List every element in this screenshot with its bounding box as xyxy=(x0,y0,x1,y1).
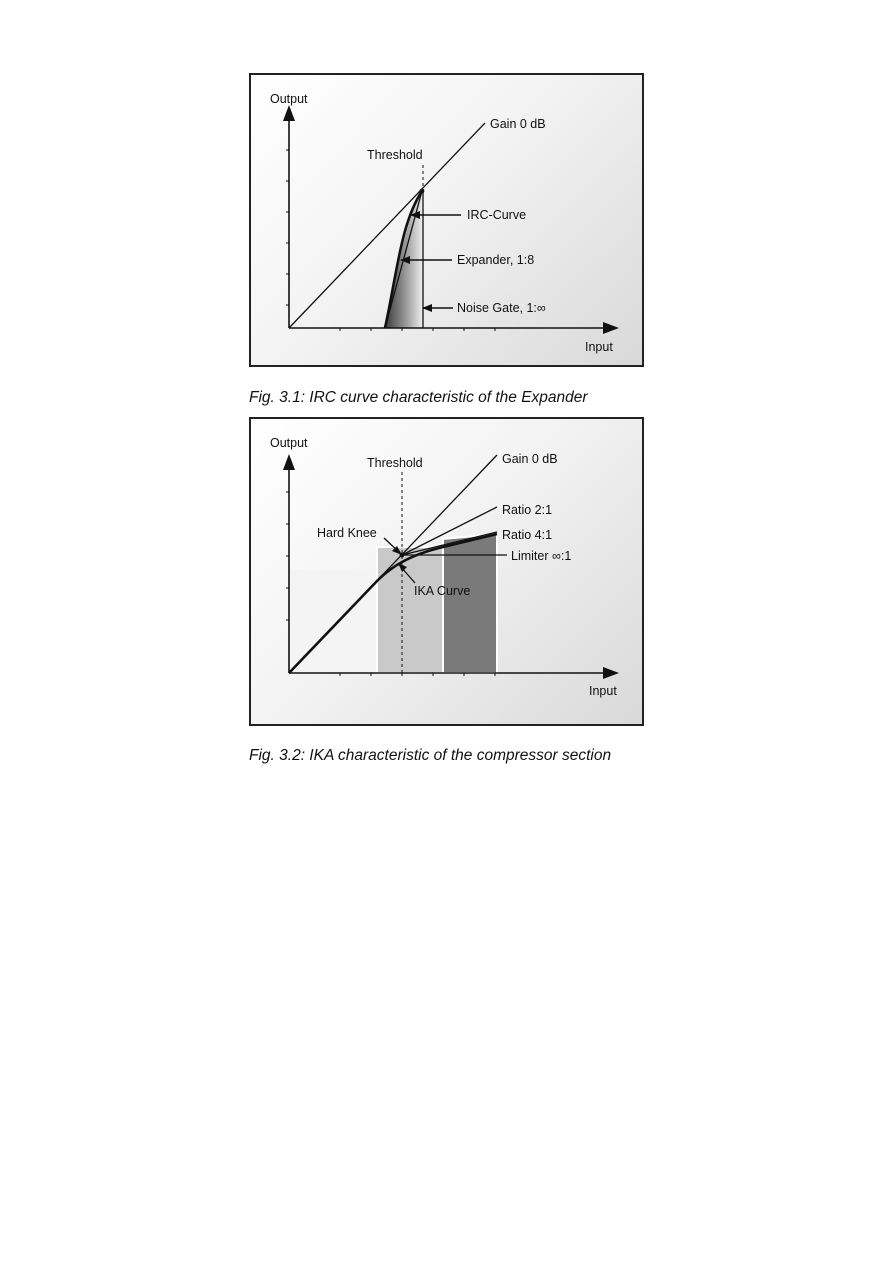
hard-knee-label: Hard Knee xyxy=(317,526,377,540)
figure1-caption: Fig. 3.1: IRC curve characteristic of the Expander xyxy=(249,389,588,406)
x-axis-arrow xyxy=(603,667,619,679)
threshold-label: Threshold xyxy=(367,148,423,162)
y-axis-arrow xyxy=(283,454,295,470)
noise-gate-label: Noise Gate, 1:∞ xyxy=(457,301,546,315)
region-light xyxy=(377,547,443,673)
ika-diagram xyxy=(249,417,644,726)
irc-curve-label: IRC-Curve xyxy=(467,208,527,222)
ratio-2-1-label: Ratio 2:1 xyxy=(502,503,553,517)
ika-curve-label: IKA Curve xyxy=(414,584,471,598)
threshold-label: Threshold xyxy=(367,456,423,470)
x-axis-label: Input xyxy=(589,684,617,698)
y-axis-label: Output xyxy=(270,92,308,106)
expander-label: Expander, 1:8 xyxy=(457,253,535,267)
gain-0db-label: Gain 0 dB xyxy=(502,452,558,466)
x-axis-label: Input xyxy=(585,340,613,354)
y-axis-arrow xyxy=(283,105,295,121)
threshold-knee-dot xyxy=(420,189,425,194)
irc-diagram xyxy=(249,73,644,367)
figure-irc-expander xyxy=(249,73,644,367)
y-axis-label: Output xyxy=(270,436,308,450)
figure-ika-compressor xyxy=(249,417,644,726)
x-axis-arrow xyxy=(603,322,619,334)
limiter-label: Limiter ∞:1 xyxy=(511,549,572,563)
ratio-4-1-label: Ratio 4:1 xyxy=(502,528,553,542)
gain-0db-label: Gain 0 dB xyxy=(490,117,546,131)
figure2-caption: Fig. 3.2: IKA characteristic of the compressor section xyxy=(249,747,612,764)
